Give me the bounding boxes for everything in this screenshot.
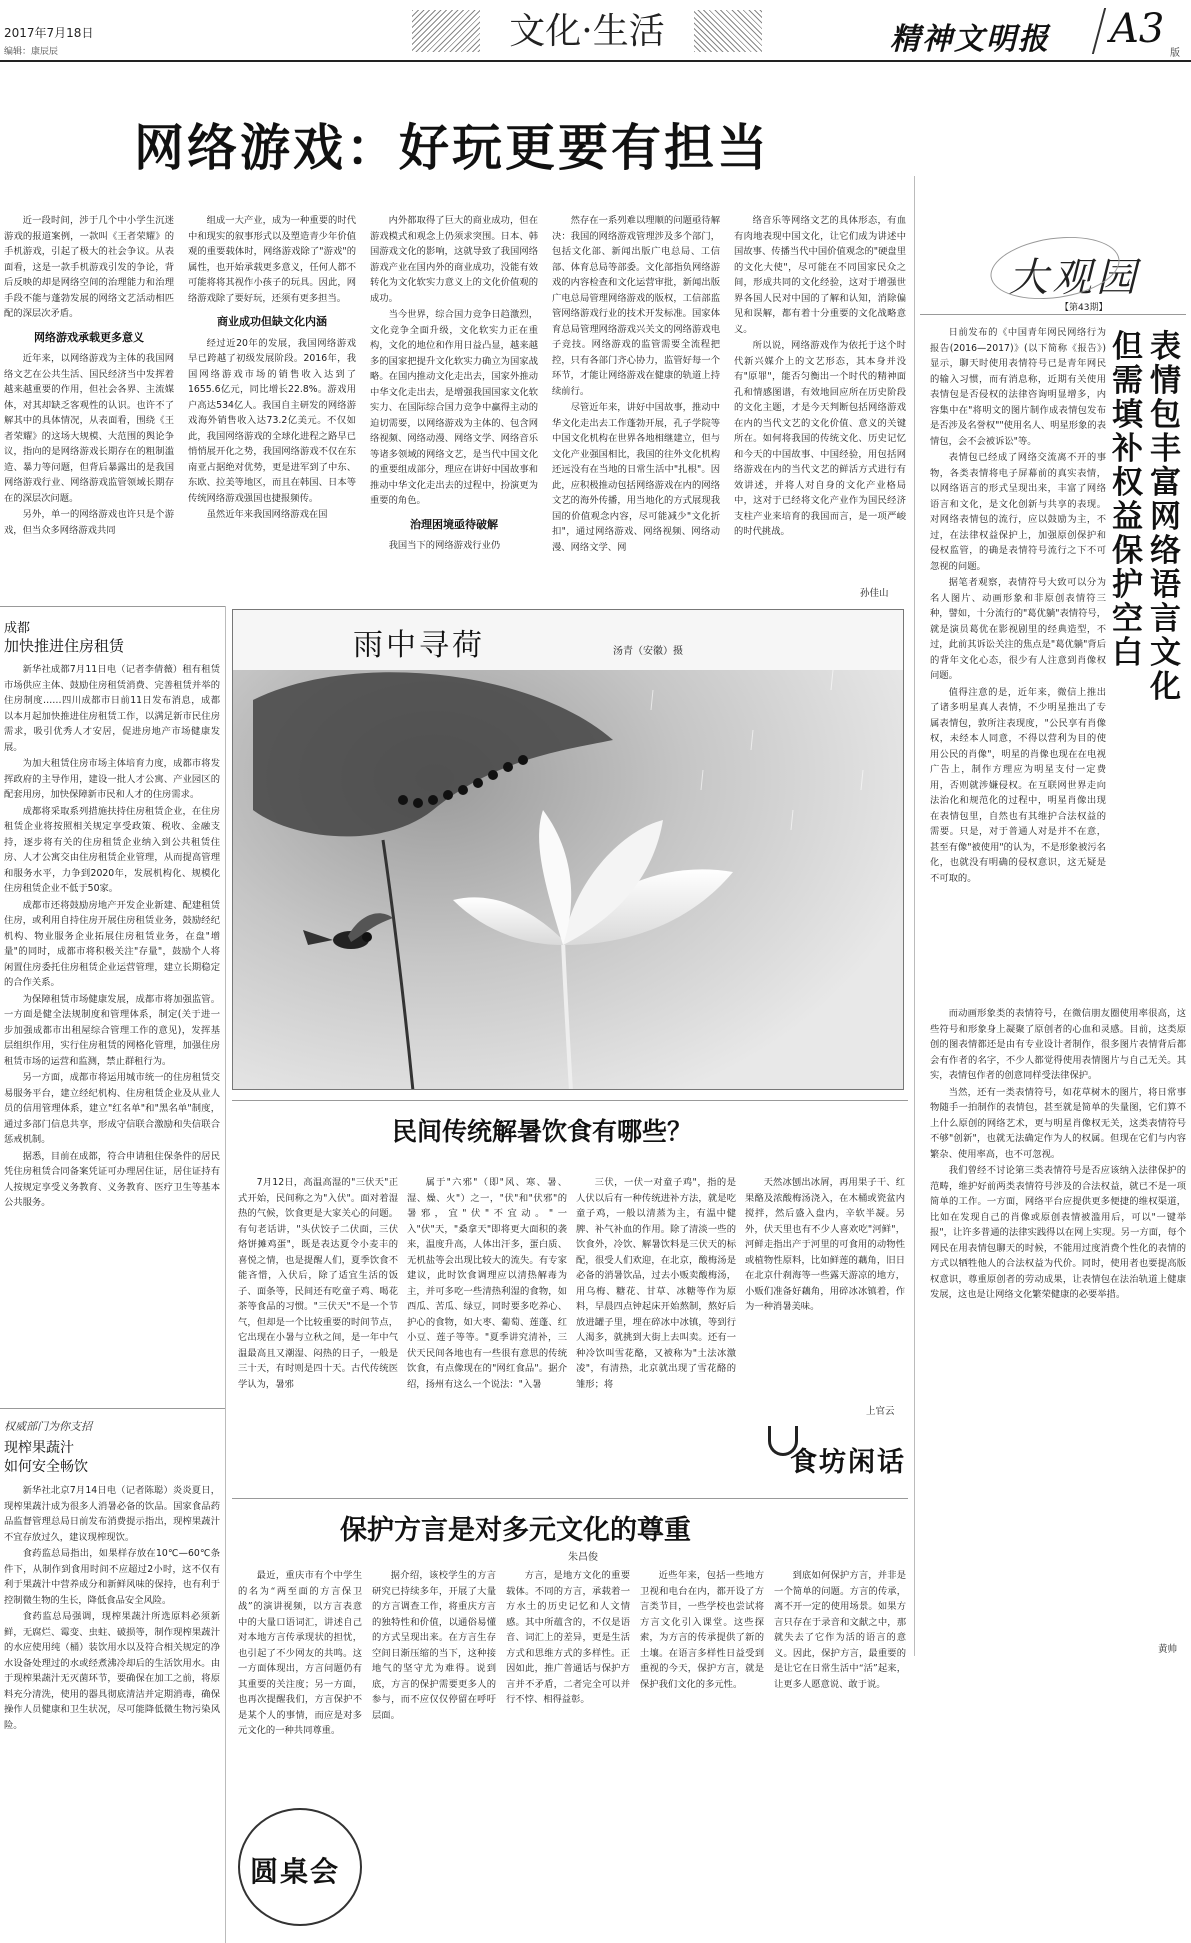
lead-col-5 — [734, 213, 906, 585]
corner-rule — [920, 314, 1186, 315]
photo-credit: 汤青（安徽）摄 — [613, 646, 683, 657]
paragraph: 值得注意的是，近年来，微信上推出了诸多明星真人表情，不少明星推出了专属表情包，敦所注表现度，"公民享有肖像权，未经本人同意，不得以营利为目的使用公民的肖像"，明星的肖像也现在在电视广告上，制作方理应为明星支付一定费用，否则就涉嫌侵权。在互联网世界走向法治化和规范化的过程中，明星肖像出现在表情包里，自然也有其维护合法权益的需要。只是，对于普通人对是并不在意，甚至有像"被使用"的认为，不是形象被污名化，也就没有明确的侵权意识，这无疑是不可取的。 — [930, 686, 1106, 884]
paragraph: 我国当下的网络游戏行业仍 — [388, 540, 501, 551]
corner-text-bottom — [930, 1006, 1186, 1641]
paragraph: 方言，是地方文化的重要载体。不同的方言，承载着一方水土的历史记忆和人文情感。其中所蕴含的，不仅是语音、词汇上的差异，更是生活方式和思维方式的多样性。正因如此，推广普通话与保护方言并不矛盾，二者完全可以并行不悖、相得益彰。 — [506, 1570, 630, 1705]
food-col-4 — [745, 1175, 905, 1401]
editor-credit: 编辑：康辰辰 — [4, 47, 59, 57]
paragraph: 表情包已经成了网络交流离不开的事物，各类表情将电子屏幕前的真实表情，以网络语言的形式呈现出来，丰富了网络语言和文化，是文化创新与共享的表现。对网络表情包的流行，应以鼓励为主，不过，在法律权益保护上，加强原创保护和侵权监管，的确是表情符号流行之下不可忽视的问题。 — [930, 452, 1106, 572]
paragraph: 当今世界，综合国力竞争日趋激烈，文化竞争全面升级，文化软实力正在重构，文化的地位和作用日益凸显，越来越多的国家把提升文化软实力确立为国家战略。在国内推动文化走出去，国家外推动中华文化走出去，是增强我国国家文化软实力、在国际综合国力竞争中赢得主动的迫切需要，以网络游戏为主体的、包含网络视频、网络动漫、网络文学、网络音乐等诸多领域的网络文艺，是当代中国文化的重要组成部分，理应在讲好中国故事和推动中华文化走出去的过程中，扮演更为重要的角色。 — [370, 309, 538, 506]
paragraph: 当然，还有一类表情符号，如花草树木的图片，将日常事物随手一拍制作的表情包，甚至就是简单的失量图，它们算不上什么原创的网络艺术，更与明星肖像权无关，这类表情符号不够"创新"，也就无法确定作为人的权属。但现在它们与内容繁杂、使用率高，也不可忽视。 — [930, 1086, 1186, 1160]
dialect-col-3 — [506, 1568, 630, 1936]
juice-kicker: 权威部门为你支招 — [4, 1420, 92, 1433]
food-col-3 — [576, 1175, 736, 1497]
masthead-ornament-left — [412, 10, 480, 52]
paragraph: 日前发布的《中国青年网民网络行为报告(2016—2017)》(以下简称《报告》)显示，聊天时使用表情符号已是青年网民的输入习惯，而有消息称，近期有关使用表情包是否侵权的法律咨询明显增多，内容集中在"将明文的图片制作成表情包发布是否涉及名誉权""使用名人、明星形象的表情包，会不会被诉讼"等。 — [930, 327, 1106, 447]
chengdu-kicker: 成都 — [4, 621, 31, 636]
paragraph: 近些年来，包括一些地方卫视和电台在内，都开设了方言类节目，一些学校也尝试将方言文化引入课堂。这些探索，为方言的传承提供了新的土壤。在语言多样性日益受到重视的今天，保护方言，就是保护我们文化的多元性。 — [640, 1570, 764, 1690]
paragraph: 尽管近年来，讲好中国故事，推动中华文化走出去工作蓬勃开展，孔子学院等中国文化机构在世界各地相继建立，但与文化产业强国相比，我国的往外文化机构还远没有在当地的日常生活中"扎根"。因此，应积极推动包括网络游戏在内的网络文艺的海外传播，用当地化的方式展现我国的价值观念内容，尽可能减少"文化折扣"，通过网络游戏、网络视频、网络动漫、网络文学、网 — [552, 402, 720, 553]
masthead — [0, 0, 1191, 66]
lead-col-2 — [188, 213, 356, 595]
section-title: 文化·生活 — [509, 11, 665, 52]
paragraph: 为加大租赁住房市场主体培育力度，成都市将发挥政府的主导作用，建设一批人才公寓、产业园区的配套用房，加快保障新市民和人才的住房需求。 — [4, 758, 220, 800]
lead-col-4 — [552, 213, 720, 595]
lead-col-3 — [370, 213, 538, 595]
paragraph: 属于"六邪"（即"风、寒、暑、湿、燥、火"）之一，"伏"和"伏邪"的暑邪，宜"伏"不宜动。"一入"伏"天，"桑拿天"即将更大面积的袭来，温度升高，人体出汗多，蛋白质、无机盐等会出现比较大的流失。有专家建议，此时饮食调理应以清热解毒为主，并可多吃一些清热利湿的食物，如西瓜、苦瓜、绿豆，同时要多吃养心、护心的食物，如大枣、葡萄、莲蓬、红小豆、莲子等等。"夏季讲究清补，三伏天民间各地也有一些很有意思的传统饮食，有点像现在的"网红食品"。据介绍，扬州有这么一个说法："入暑 — [407, 1177, 567, 1390]
lead-col-1 — [4, 213, 174, 595]
corner-box-border — [914, 176, 915, 1656]
paragraph: 而动画形象类的表情符号，在微信朋友圈使用率很高，这些符号和形象身上凝聚了原创者的心血和灵感。目前，这类原创的图表情都还是由有专业设计者制作，很多图片表情背后都会有作者的名字，不少人都觉得使用表情图片与自己无关。其实，表情包作者的创意同样受法律保护。 — [930, 1008, 1186, 1081]
paragraph: 近一段时间，涉于几个中小学生沉迷游戏的报道案例，一款叫《王者荣耀》的手机游戏，引起了极大的社会争议。从表面看，这是一款手机游戏引发的争论，背后反映的却是网络空间的治理能力和治理手段不能与蓬勃发展的网络文艺活动相匹配的深层次矛盾。 — [4, 215, 174, 319]
paragraph: 三伏，一伏一对童子鸡"，指的是人伏以后有一种传统进补方法，就是吃童子鸡，一般以清蒸为主，有温中健脾、补气补血的作用。除了清淡一些的饮食外，冷饮、解暑饮料是三伏天的标配，很受人们欢迎，在北京，酸梅汤是必备的消暑饮品，过去小贩卖酸梅汤，用乌梅、糖花、甘草、冰糖等作为原料，早晨四点钟起床开始熬制，熬好后放进罐子里，埋在碎冰中冰镇，等到行人渴多，就挑到大街上去叫卖。还有一种冷饮叫雪花酪，又被称为"土法冰激凌"，有清热，北京就出现了雪花酪的雏形；将 — [576, 1177, 736, 1390]
paragraph: 天然冰刨出冰屑，再用果子干、红果酪及浓酸梅汤浇入，在木桶或瓷盆内搅拌，然后盛入盘内，辛软半凝。另外，伏天里也有不少人喜欢吃"河鲜"，河鲜走指出产于河里的可食用的动物性或植物性原料，比如鲜莲的藕角，旧日在北京什刹海等一些露天游凉的地方，小贩们准备好藕角，用碎冰冰镇着，作为一种消暑美味。 — [745, 1177, 905, 1312]
paragraph: 络音乐等网络文艺的具体形态，有血有肉地表现中国文化，让它们成为讲述中国故事、传播当代中国价值观念的"硬盘里的文化大使"，尽可能在不同国家民众之间，形成共同的文化经验，这对于增强世界各国人民对中国的了解和认知，消除偏见和误解，都有着十分重要的文化战略意义。 — [734, 215, 906, 335]
dialect-title: 保护方言是对多元文化的尊重 — [340, 1515, 691, 1546]
subheading: 治理困境亟待破解 — [410, 517, 498, 531]
food-column-logo: 食坊闲话 — [790, 1447, 906, 1478]
paragraph: 到底如何保护方言，并非是一个简单的问题。方言的传承，离不开一定的使用场景。如果方言只存在于录音和文献之中，那就失去了它作为活的语言的意义。因此，保护方言，最重要的是让它在日常生活中“活”起来，让更多人愿意说、敢于说。 — [774, 1570, 906, 1690]
paragraph: 为保障租赁市场健康发展，成都市将加强监管。一方面是健全法规制度和管理体系，制定(关于进一步加强成都市出租屋综合管理工作的意见)，发挥基层组织作用，实行住房租赁的网格化管理，加强住房租赁市场的运营和监测，禁止群租行为。 — [4, 993, 220, 1067]
issue-date: 2017年7月18日 — [4, 26, 94, 40]
juice-title-line1: 现榨果蔬汁 — [4, 1440, 74, 1456]
food-col-1 — [238, 1175, 398, 1497]
food-col-2 — [407, 1175, 567, 1497]
byline: 孙佳山 — [860, 588, 889, 599]
paragraph: 最近，重庆市有个中学生的名为“两至面的方言保卫战”的演讲视频，以方言表意中的大量口语词汇，讲述自己对本地方言传承现状的担忧，也引起了不少网友的共鸣。这一方面体现出，方言问题仍有其重要的关注度；另一方面，也再次提醒我们，方言保护不是某个人的事情，而应是对多元文化的一种共同尊重。 — [238, 1570, 362, 1736]
dialect-author: 朱昌俊 — [568, 1552, 598, 1563]
photo-title-band — [233, 610, 904, 670]
juice-rule — [0, 1408, 225, 1409]
paragraph: 食药监总局指出，如果样存放在10℃—60℃条件下，从制作到食用时间不应超过2小时，这不仅有利于果蔬汁中营养成分和新鲜风味的保持，也有利于控制微生物的生长，降低食品安全风险。 — [4, 1548, 220, 1606]
food-top-rule — [232, 1100, 908, 1101]
lotus-photo — [233, 610, 904, 1090]
subheading: 网络游戏承载更多意义 — [34, 330, 144, 344]
paragraph: 另外，单一的网络游戏也许只是个游戏，但当众多网络游戏共同 — [4, 509, 174, 536]
paragraph: 据笔者观察，表情符号大致可以分为名人图片、动画形象和非原创表情符三种，譬如，十分流行的"葛优躺"表情符号，就是演员葛优在影视剧里的经典造型，不过，此前其诉讼关注的焦点是"葛优躺"背后的背年文化心态，很少有人注意到肖像权问题。 — [930, 577, 1106, 681]
paragraph: 另一方面，成都市将运用城市统一的住房租赁交易服务平台，建立经纪机构、住房租赁企业及从业人员的信用管理体系，建立"红名单"和"黑名单"制度，通过多部门信息共享，形成守信联合激励和失信联合惩戒机制。 — [4, 1072, 220, 1145]
paragraph: 新华社成都7月11日电（记者李倩薇）租有租赁市场供应主体、鼓励住房租赁消费、完善租赁并举的住房制度……四川成都市日前11日发布消息，成都以本月起加快推进住房租赁工作，以满足新市民住房需求，吸引优秀人才安居，促进房地产市场健康发展。 — [4, 664, 220, 753]
paragraph: 食药监总局强调，现榨果蔬汁所选原料必须新鲜，无腐烂、霉变、虫蛀、破损等，制作现榨果蔬汁的水应使用纯（桶）装饮用水以及符合相关规定的净水设备处理过的水或经煮沸冷却后的生活饮用水。由于现榨果蔬汁无灭菌环节，要确保在加工之前，将原料充分清洗，使用的器具彻底清洁并定期消毒，确保操作人员健康和卫生状况，尽可能降低微生物污染风险。 — [4, 1611, 220, 1731]
juice-body — [4, 1483, 220, 1938]
chengdu-title: 加快推进住房租赁 — [4, 637, 125, 655]
paragraph: 据悉，目前在成都，符合申请租住保条件的居民凭住房租赁合同备案凭证可办理居住证，居住证持有人按规定享受义务教育、义务教育、医疗卫生等基本公共服务。 — [4, 1150, 220, 1208]
dialect-col-5 — [774, 1568, 906, 1936]
page-suffix: 版 — [1170, 48, 1180, 59]
column-logo: 大观园 — [1008, 255, 1140, 301]
chengdu-rule — [0, 606, 225, 607]
dialect-col-4 — [640, 1568, 764, 1936]
paragraph: 据介绍，该校学生的方言研究已持续多年，开展了大量的方言调查工作，将重庆方言的独特性和价值，以通俗易懂的方式呈现出来。在方言生存空间日渐压缩的当下，这种接地气的坚守尤为难得。说到底，方言的保护需要更多人的参与，而不应仅仅停留在呼吁层面。 — [372, 1570, 496, 1721]
photo-title: 雨中寻荷 — [353, 628, 485, 663]
byline: 上官云 — [866, 1406, 895, 1417]
subheading: 商业成功但缺文化内涵 — [217, 315, 327, 328]
page-number: A3 — [1110, 6, 1165, 52]
round-table-logo: 圆桌会 — [250, 1855, 341, 1888]
byline: 黄帅 — [1158, 1644, 1178, 1655]
paragraph: 我们曾经不讨论第三类表情符号是否应该纳入法律保护的范畴，维护好前两类表情符号涉及的合法权益，就已不是一项简单的工作。一方面，网络平台应提供更多便捷的维权渠道，比如在发现自己的肖像或原创表情被滥用后，可以"一键举报"，让许多普通的法律实践得以在网上实现。另一方面，每个网民在用表情包聊天的时候，不能用过度消费个性化的表情的方式以牺牲他人的合法权益为代价。同时，使用者也要提高版权意识，尊重原创者的劳动成果，让表情包在法治轨道上健康发展，这也是让网络文化繁荣健康的必要举措。 — [930, 1165, 1186, 1300]
dialect-col-2 — [372, 1568, 496, 1936]
paragraph: 经过近20年的发展，我国网络游戏早已跨越了初级发展阶段。2016年，我国网络游戏市场的销售收入达到了1655.6亿元，同比增长22.8%。游戏用户高达534亿人。我国自主研发的网络游戏海外销售收入达73.2亿美元。不仅如此，我国网络游戏的全球化进程之路早已悄悄展开化之势，我国网络游戏不仅在东南亚占据绝对优势，更是进军到了中东、东欧、拉美等地区，而且在韩国、日本等传统网络游戏强国也捷报频传。 — [188, 337, 356, 504]
corner-text-top — [930, 325, 1106, 1005]
paragraph: 组成一大产业，成为一种重要的时代中和现实的叙事形式以及塑造青少年价值观的重要载体时，网络游戏除了"游戏"的属性，也开始承载更多意义，任何人都不可能将将其视作小孩子的玩具。因此，网络游戏除了要好玩，还须有更多担当。 — [188, 215, 356, 304]
paragraph: 虽然近年来我国网络游戏在国 — [206, 509, 328, 520]
paragraph: 近年来，以网络游戏为主体的我国网络文艺在公共生活、国民经济当中发挥着越来越重要的作用，但社会各界、主流媒体，对其却缺乏客观性的认识。也许不了解其中的具体情况，从表面看，围绕《王者荣耀》的这场大规模、大范围的舆论争议，指向的是网络游戏长期存在的粗制滥造、暴力等问题，但背后暴露出的是我国网络游戏行业、网络游戏监管领域长期存在的深层次问题。 — [4, 353, 174, 504]
masthead-ornament-right — [694, 10, 762, 52]
masthead-divider — [1092, 8, 1106, 54]
juice-title-line2: 如何安全畅饮 — [4, 1459, 88, 1475]
dialect-col-1 — [238, 1568, 362, 1796]
paragraph: 7月12日，高温高湿的"三伏天"正式开始，民间称之为"入伏"。面对着湿热的气候，饮食更是大家关心的问题。有句老话讲，"头伏饺子二伏面，三伏烙饼摊鸡蛋"，既是表达夏令小麦丰的喜悦之情，也是提醒人们，夏季饮食不能吝惜，入伏后，除了适宜生活的饭子、面条等，民间还有吃童子鸡、喝花茶等食品的习惯。"三伏天"不是一个节气，但却是一个比较重要的时间节点，它出现在小暑与立秋之间，是一年中气温最高且又潮湿、闷热的日子，一般是三十天，有时则是四十天。古代传统医学认为，暑邪 — [238, 1177, 398, 1390]
paragraph: 然存在一系列难以理顺的问题亟待解决：我国的网络游戏管理涉及多个部门，包括文化部、新闻出版广电总局、工信部、体育总局等部委。文化部指负网络游戏的内容检查和文化运营审批，新闻出版广电总局管理网络游戏的版权，工信部监管网络游戏行业的技术开发标准。国家体育总局管理网络游戏兴关文的网络游戏电子竞技。网络游戏的监管需要全流程把控，只有各部门齐心协力，监管好每一个环节，才能让网络游戏在健康的轨道上持续前行。 — [552, 215, 720, 397]
corner-title-col1: 表情包丰富网络语言文化 — [1150, 329, 1181, 705]
paragraph: 新华社北京7月14日电（记者陈聪）炎炎夏日，现榨果蔬汁成为很多人消暑必备的饮品。国家食品药品监督管理总局日前发布消费提示指出，现榨果蔬汁不宜存放过久，建议现榨现饮。 — [4, 1485, 220, 1543]
dialect-top-rule — [232, 1498, 908, 1499]
paragraph: 成都市还将鼓励房地产开发企业新建、配建租赁住房，或利用自持住房开展住房租赁业务，鼓励经纪机构、物业服务企业拓展住房租赁业务，在盘"增量"的同时，成都市将积极关注"存量"，鼓励个人将闲置住房委托住房租赁企业运营管理，建立长期稳定的合作关系。 — [4, 899, 220, 988]
corner-title-col2: 但需填补权益保护空白 — [1112, 329, 1143, 671]
paragraph: 所以说，网络游戏作为依托于这个时代新兴媒介上的文艺形态，其本身并没有"原罪"，能否匀衡出一个时代的精神面孔和情感图谱，有效地回应所在历史阶段的文化主题，才是今天判断包括网络游戏在内的当代文艺的文化价值、意义的关键所在。如何将我国的传统文化、历史记忆和今天的中国故事、中国经验，用包括网络游戏在内的当代文艺的鲜活方式进行有效讲述，并将人对自身的文化产业格局中，这对于已经将文化产业作为国民经济支柱产业来培育的我国而言，是一项严峻的时代挑战。 — [734, 340, 906, 537]
chengdu-right-rule — [225, 606, 226, 1943]
paragraph: 成都将采取系列措施扶持住房租赁企业，在住房租赁企业将按照相关规定享受政策、税收、金融支持，逐步将有关的住房租赁企业纳入到公共租赁住房、人才公寓交由住房租赁企业管理，从而提高管理和服务水平，力争到2020年，发展机构化、规模化住房租赁企业不低于50家。 — [4, 805, 220, 894]
paragraph: 内外都取得了巨大的商业成功，但在游戏模式和观念上仍须求突围。日本、韩国游戏文化的影响，这就导致了我国网络游戏产业在国内外的商业成功，没能有效转化为文化软实力意义上的文化价值观的成功。 — [370, 215, 538, 304]
photo-frame — [232, 609, 904, 1090]
masthead-rule — [0, 60, 1191, 62]
newspaper-name: 精神文明报 — [890, 22, 1050, 57]
food-title: 民间传统解暑饮食有哪些？ — [392, 1117, 693, 1146]
issue-tag: 【第43期】 — [1060, 303, 1108, 313]
chengdu-body — [4, 662, 220, 1406]
main-headline: 网络游戏：好玩更要有担当 — [134, 119, 770, 177]
